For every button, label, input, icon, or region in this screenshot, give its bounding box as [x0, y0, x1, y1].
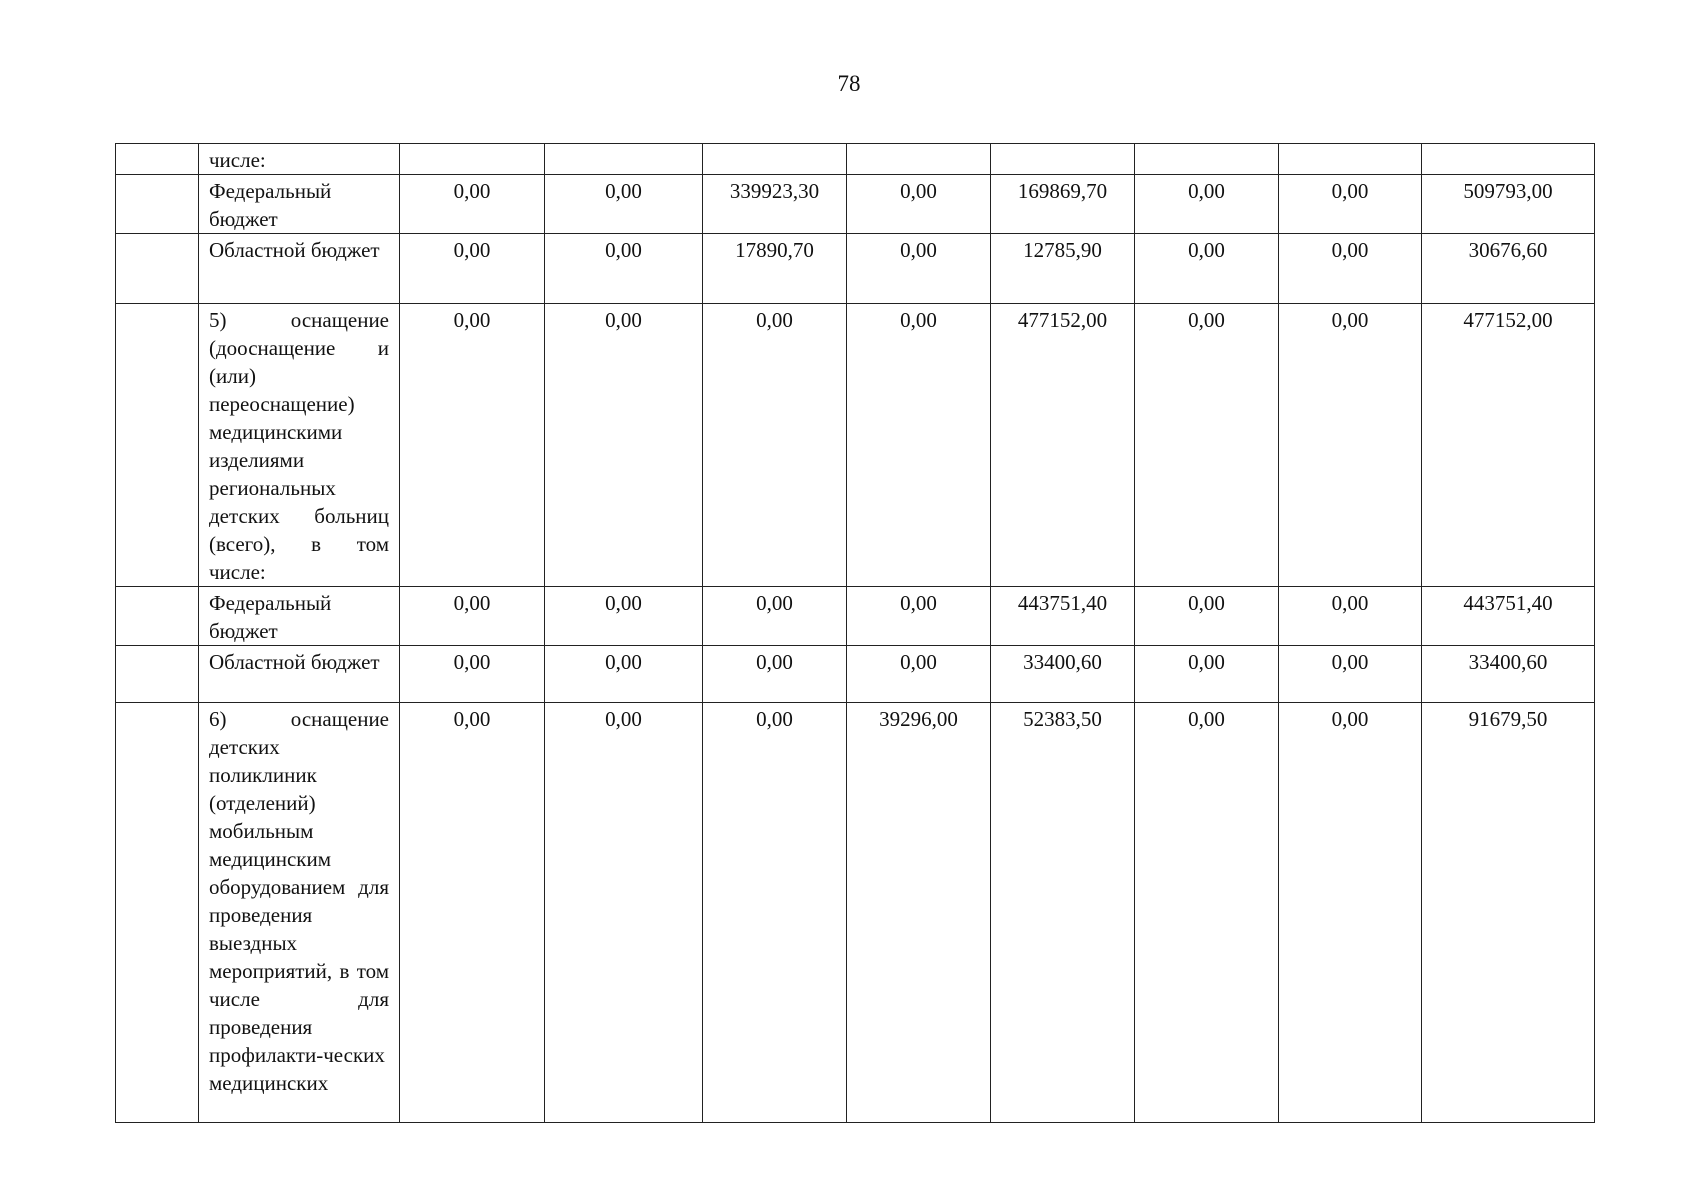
value-cell: 30676,60 — [1422, 234, 1595, 304]
value-cell: 0,00 — [545, 304, 703, 587]
value-cell: 0,00 — [400, 646, 545, 703]
value-cell: 0,00 — [1279, 646, 1422, 703]
row-label: Федеральный бюджет — [209, 591, 332, 643]
row-label: Областной бюджет — [209, 238, 380, 262]
row-label: 6) оснащение детских поликлиник (отделений) мобильным медицинским оборудованием для проведения выездных мероприятий, в том числе для проведения профилакти-ческих медицинских — [209, 707, 389, 1095]
table-row — [116, 703, 1595, 1123]
row-label-cell — [199, 175, 400, 234]
value-cell: 0,00 — [1279, 703, 1422, 1123]
value-cell: 443751,40 — [991, 587, 1135, 646]
value-cell: 0,00 — [400, 304, 545, 587]
row-number-cell — [116, 703, 199, 1123]
value-cell: 0,00 — [400, 234, 545, 304]
value-cell: 39296,00 — [847, 703, 991, 1123]
value-cell — [1422, 144, 1595, 175]
value-cell — [400, 144, 545, 175]
row-label-cell — [199, 587, 400, 646]
row-label-cell — [199, 304, 400, 587]
value-cell: 0,00 — [400, 587, 545, 646]
row-number-cell — [116, 144, 199, 175]
value-cell: 0,00 — [1135, 234, 1279, 304]
value-cell: 0,00 — [703, 304, 847, 587]
value-cell: 509793,00 — [1422, 175, 1595, 234]
value-cell: 0,00 — [400, 703, 545, 1123]
value-cell: 0,00 — [847, 234, 991, 304]
table-row — [116, 646, 1595, 703]
value-cell — [991, 144, 1135, 175]
row-number-cell — [116, 175, 199, 234]
value-cell: 0,00 — [545, 646, 703, 703]
row-label: 5) оснащение (дооснащение и (или) переоснащение) медицинскими изделиями региональных детских больниц (всего), в том числе: — [209, 308, 389, 584]
value-cell: 0,00 — [545, 703, 703, 1123]
value-cell: 0,00 — [1135, 304, 1279, 587]
row-label-cell — [199, 234, 400, 304]
value-cell: 12785,90 — [991, 234, 1135, 304]
row-label-cell — [199, 144, 400, 175]
value-cell — [545, 144, 703, 175]
row-number-cell — [116, 587, 199, 646]
value-cell: 0,00 — [545, 587, 703, 646]
value-cell: 0,00 — [847, 175, 991, 234]
table-body — [116, 144, 1595, 1123]
value-cell: 33400,60 — [1422, 646, 1595, 703]
value-cell: 0,00 — [1135, 175, 1279, 234]
value-cell: 0,00 — [545, 175, 703, 234]
value-cell: 0,00 — [703, 703, 847, 1123]
value-cell: 477152,00 — [1422, 304, 1595, 587]
row-label: числе: — [209, 148, 266, 172]
value-cell: 0,00 — [847, 646, 991, 703]
value-cell: 33400,60 — [991, 646, 1135, 703]
value-cell — [847, 144, 991, 175]
value-cell: 477152,00 — [991, 304, 1135, 587]
value-cell: 339923,30 — [703, 175, 847, 234]
value-cell: 169869,70 — [991, 175, 1135, 234]
value-cell: 0,00 — [1135, 703, 1279, 1123]
row-label-cell — [199, 703, 400, 1123]
value-cell: 0,00 — [400, 175, 545, 234]
value-cell — [1279, 144, 1422, 175]
row-number-cell — [116, 234, 199, 304]
value-cell: 0,00 — [703, 646, 847, 703]
value-cell: 0,00 — [1135, 587, 1279, 646]
value-cell: 91679,50 — [1422, 703, 1595, 1123]
table-row — [116, 587, 1595, 646]
row-number-cell — [116, 646, 199, 703]
row-label: Областной бюджет — [209, 650, 380, 674]
value-cell: 0,00 — [1279, 304, 1422, 587]
value-cell: 0,00 — [703, 587, 847, 646]
value-cell — [1135, 144, 1279, 175]
value-cell: 17890,70 — [703, 234, 847, 304]
budget-table — [115, 143, 1595, 1123]
value-cell: 0,00 — [1279, 175, 1422, 234]
value-cell: 443751,40 — [1422, 587, 1595, 646]
value-cell: 0,00 — [847, 587, 991, 646]
page-number: 78 — [837, 71, 861, 96]
value-cell: 0,00 — [1279, 587, 1422, 646]
table-row — [116, 175, 1595, 234]
table-row — [116, 234, 1595, 304]
value-cell: 52383,50 — [991, 703, 1135, 1123]
value-cell: 0,00 — [545, 234, 703, 304]
value-cell: 0,00 — [1279, 234, 1422, 304]
row-label-cell — [199, 646, 400, 703]
value-cell: 0,00 — [1135, 646, 1279, 703]
table-row — [116, 144, 1595, 175]
row-label: Федеральный бюджет — [209, 179, 332, 231]
table-row — [116, 304, 1595, 587]
value-cell: 0,00 — [847, 304, 991, 587]
value-cell — [703, 144, 847, 175]
row-number-cell — [116, 304, 199, 587]
